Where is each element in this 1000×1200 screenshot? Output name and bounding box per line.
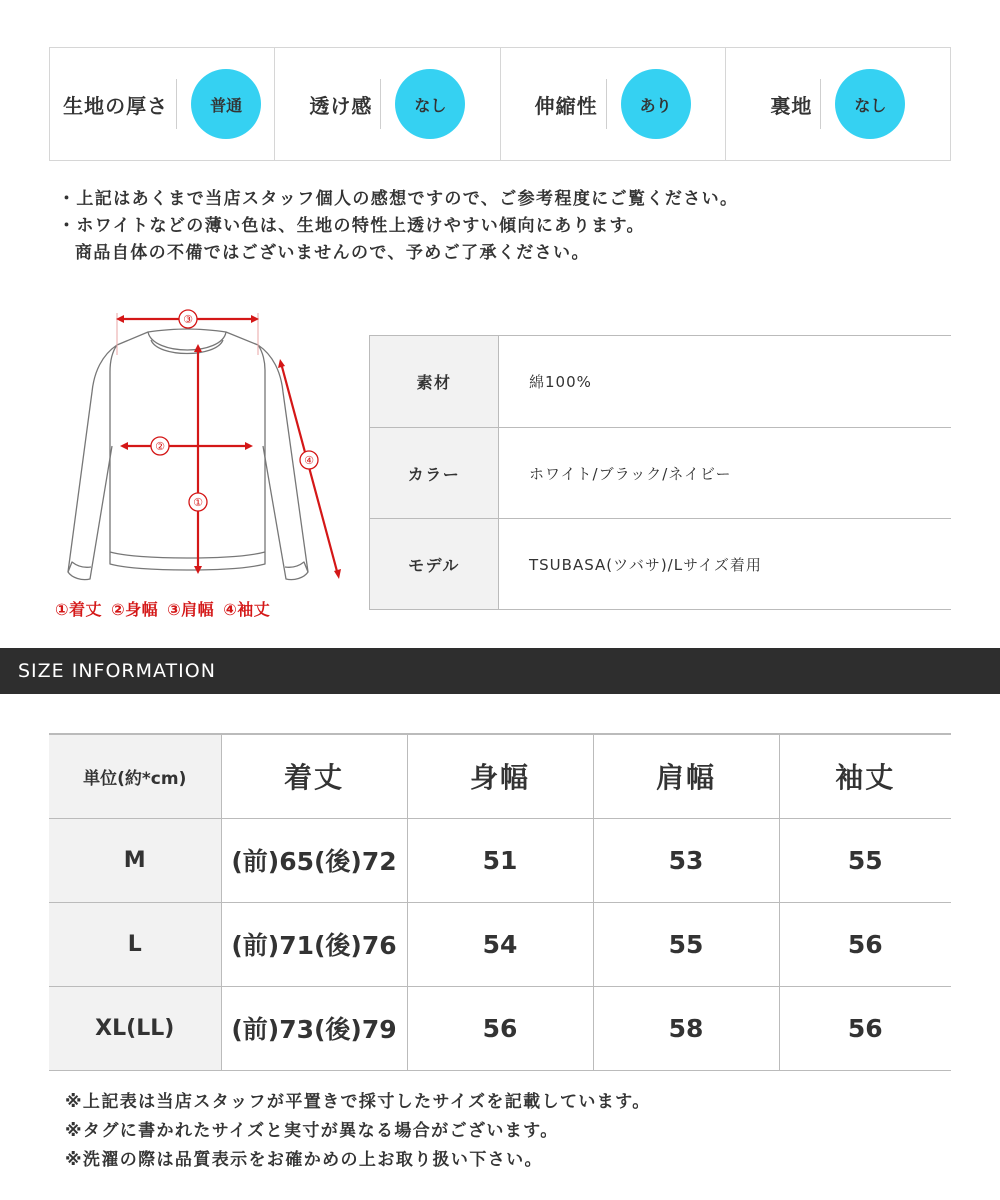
diagram-legend <box>55 597 279 620</box>
attr-divider <box>606 79 607 129</box>
attr-lining <box>726 48 950 160</box>
cell-width: 56 <box>407 986 593 1070</box>
header-length: 着丈 <box>221 734 407 818</box>
table-row <box>49 902 951 986</box>
attr-label: 生地の厚さ <box>63 93 169 118</box>
attr-badge: あり <box>621 69 691 139</box>
cell-shoulder: 58 <box>593 986 779 1070</box>
note-line: ・上記はあくまで当店スタッフ個人の感想ですので、ご参考程度にご覧ください。 <box>58 189 739 209</box>
size-name: M <box>49 818 221 902</box>
cell-width: 54 <box>407 902 593 986</box>
cell-length: (前)71(後)76 <box>221 902 407 986</box>
spec-key: カラー <box>369 428 499 518</box>
fabric-attributes <box>49 47 951 161</box>
footnotes <box>65 1088 651 1175</box>
attr-stretch <box>501 48 726 160</box>
cell-sleeve: 55 <box>779 818 951 902</box>
cell-sleeve: 56 <box>779 902 951 986</box>
sweatshirt-outline <box>68 329 308 580</box>
header-unit: 単位(約*cm) <box>49 734 221 818</box>
marker-1: ① <box>193 496 203 509</box>
attr-badge: なし <box>395 69 465 139</box>
attr-thickness <box>50 48 275 160</box>
attr-label: 裏地 <box>770 93 813 118</box>
notes <box>58 186 738 267</box>
size-name: XL(LL) <box>49 986 221 1070</box>
marker-3: ③ <box>183 313 193 326</box>
size-section-header: SIZE INFORMATION <box>0 648 1000 694</box>
footnote-line: ※洗濯の際は品質表示をお確かめの上お取り扱い下さい。 <box>65 1150 543 1170</box>
legend-length: ①着丈 <box>55 600 103 619</box>
header-shoulder: 肩幅 <box>593 734 779 818</box>
legend-shoulder: ③肩幅 <box>167 600 215 619</box>
footnote-line: ※タグに書かれたサイズと実寸が異なる場合がございます。 <box>65 1121 559 1141</box>
size-name: L <box>49 902 221 986</box>
measurement-arrows <box>116 315 341 579</box>
legend-sleeve: ④袖丈 <box>223 600 271 619</box>
header-width: 身幅 <box>407 734 593 818</box>
cell-length: (前)73(後)79 <box>221 986 407 1070</box>
cell-length: (前)65(後)72 <box>221 818 407 902</box>
attr-divider <box>820 79 821 129</box>
spec-row-color <box>369 428 951 519</box>
attr-divider <box>380 79 381 129</box>
note-line: 商品自体の不備ではございませんので、予めご了承ください。 <box>75 243 590 263</box>
spec-key: モデル <box>369 519 499 609</box>
size-table <box>49 733 951 1071</box>
spec-value: 綿100% <box>529 373 592 391</box>
table-row <box>49 818 951 902</box>
spec-row-material <box>369 336 951 428</box>
note-line: ・ホワイトなどの薄い色は、生地の特性上透けやすい傾向にあります。 <box>58 216 645 236</box>
attr-badge: 普通 <box>191 69 261 139</box>
attr-label: 透け感 <box>309 93 373 118</box>
spec-value: ホワイト/ブラック/ネイビー <box>529 464 732 483</box>
cell-width: 51 <box>407 818 593 902</box>
spec-row-model <box>369 519 951 610</box>
footnote-line: ※上記表は当店スタッフが平置きで採寸したサイズを記載しています。 <box>65 1092 651 1112</box>
attr-label: 伸縮性 <box>534 93 598 118</box>
spec-value: TSUBASA(ツバサ)/Lサイズ着用 <box>529 555 762 574</box>
legend-width: ②身幅 <box>111 600 159 619</box>
attr-divider <box>176 79 177 129</box>
measurement-diagram <box>50 300 350 630</box>
spec-key: 素材 <box>369 336 499 427</box>
header-sleeve: 袖丈 <box>779 734 951 818</box>
attr-sheerness <box>275 48 500 160</box>
size-table-header-row <box>49 734 951 818</box>
cell-shoulder: 55 <box>593 902 779 986</box>
table-row <box>49 986 951 1070</box>
marker-4: ④ <box>304 454 314 467</box>
attr-badge: なし <box>835 69 905 139</box>
marker-2: ② <box>155 440 165 453</box>
cell-shoulder: 53 <box>593 818 779 902</box>
cell-sleeve: 56 <box>779 986 951 1070</box>
spec-table <box>369 335 951 610</box>
